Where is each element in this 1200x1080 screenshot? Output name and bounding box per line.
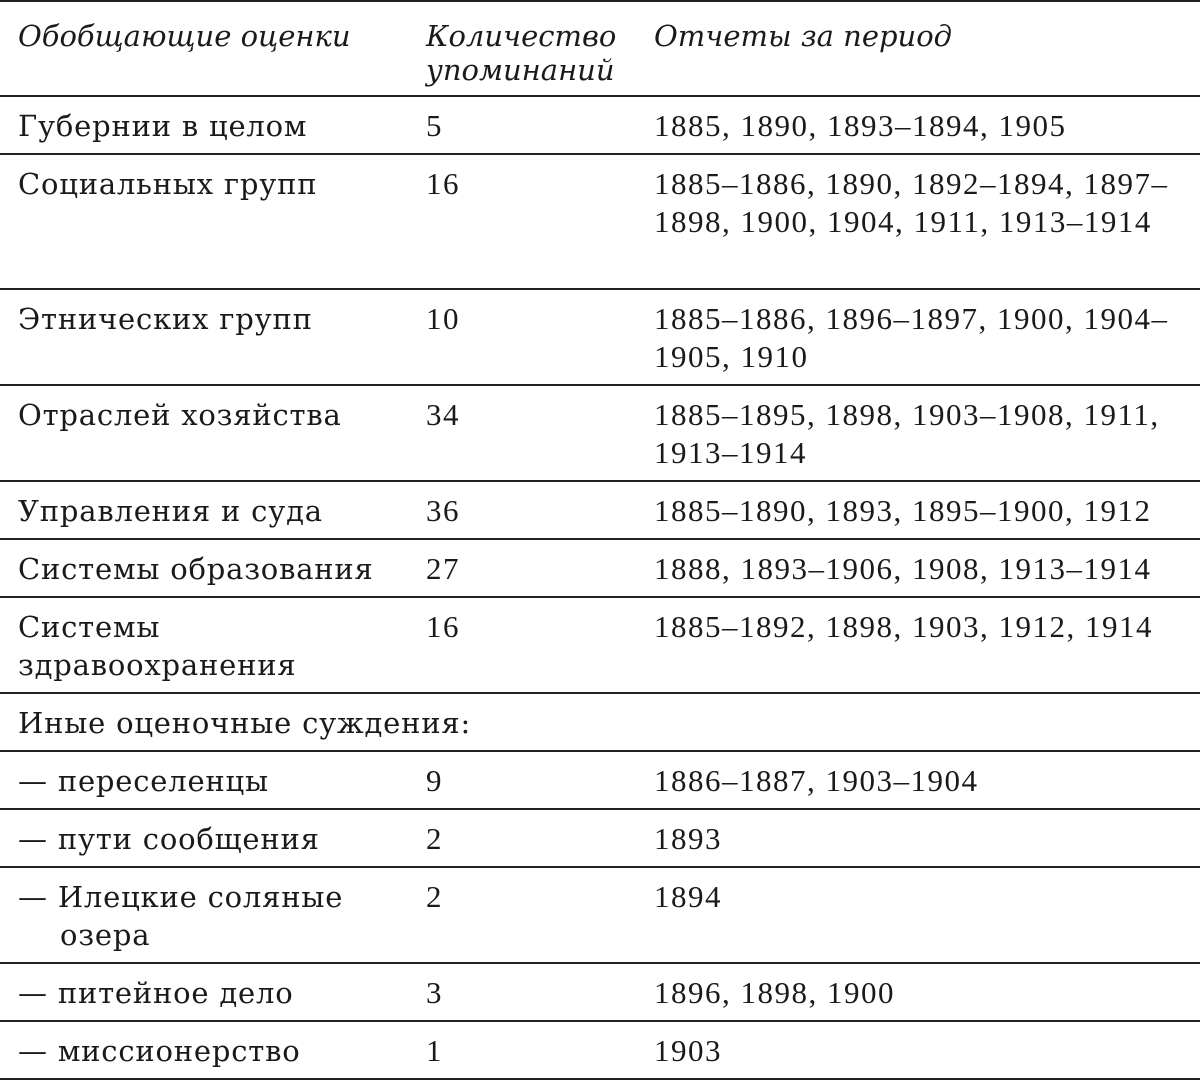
row-years: 1885–1892, 1898, 1903, 1912, 1914 — [634, 597, 1200, 693]
column-header-reports: Отчеты за период — [634, 1, 1200, 96]
row-count: 16 — [406, 154, 634, 289]
row-years: 1885–1890, 1893, 1895–1900, 1912 — [634, 481, 1200, 539]
row-label: Системы образования — [0, 539, 406, 597]
table-row — [0, 154, 1200, 289]
row-label: — пути сообщения — [0, 809, 406, 867]
row-label: — миссионерство — [0, 1021, 406, 1079]
table-header-row — [0, 1, 1200, 96]
row-count: 9 — [406, 751, 634, 809]
table-row — [0, 867, 1200, 963]
row-label: Губернии в целом — [0, 96, 406, 154]
row-count: 5 — [406, 96, 634, 154]
row-count: 16 — [406, 597, 634, 693]
row-label: Отраслей хозяйства — [0, 385, 406, 481]
row-years: 1903 — [634, 1021, 1200, 1079]
row-years: 1886–1887, 1903–1904 — [634, 751, 1200, 809]
table-row — [0, 481, 1200, 539]
row-count: 36 — [406, 481, 634, 539]
row-label: Управления и суда — [0, 481, 406, 539]
row-label: — Илецкие соляные озера — [0, 867, 406, 963]
table-row — [0, 539, 1200, 597]
row-count: 2 — [406, 867, 634, 963]
row-years: 1896, 1898, 1900 — [634, 963, 1200, 1021]
table-row — [0, 597, 1200, 693]
table-row — [0, 96, 1200, 154]
row-label: Социальных групп — [0, 154, 406, 289]
row-years: 1893 — [634, 809, 1200, 867]
row-label: Системы здравоохранения — [0, 597, 406, 693]
row-count: 1 — [406, 1021, 634, 1079]
row-years: 1885–1886, 1890, 1892–1894, 1897–1898, 1900, 1904, 1911, 1913–1914 — [634, 154, 1200, 289]
row-count: 10 — [406, 289, 634, 385]
row-label: — питейное дело — [0, 963, 406, 1021]
row-years: 1885–1886, 1896–1897, 1900, 1904–1905, 1910 — [634, 289, 1200, 385]
row-label: Этнических групп — [0, 289, 406, 385]
table-row — [0, 809, 1200, 867]
table-row — [0, 289, 1200, 385]
section-title: Иные оценочные суждения: — [0, 693, 1200, 751]
row-label: — переселенцы — [0, 751, 406, 809]
section-row — [0, 693, 1200, 751]
row-count: 27 — [406, 539, 634, 597]
column-header-mentions: Количество упоминаний — [406, 1, 634, 96]
row-years: 1888, 1893–1906, 1908, 1913–1914 — [634, 539, 1200, 597]
table-row — [0, 751, 1200, 809]
row-count: 34 — [406, 385, 634, 481]
table-row — [0, 963, 1200, 1021]
row-years: 1885, 1890, 1893–1894, 1905 — [634, 96, 1200, 154]
column-header-assessments: Обобщающие оценки — [0, 1, 406, 96]
table-row — [0, 1021, 1200, 1079]
row-years: 1894 — [634, 867, 1200, 963]
row-count: 2 — [406, 809, 634, 867]
row-count: 3 — [406, 963, 634, 1021]
table-row — [0, 385, 1200, 481]
row-years: 1885–1895, 1898, 1903–1908, 1911, 1913–1914 — [634, 385, 1200, 481]
